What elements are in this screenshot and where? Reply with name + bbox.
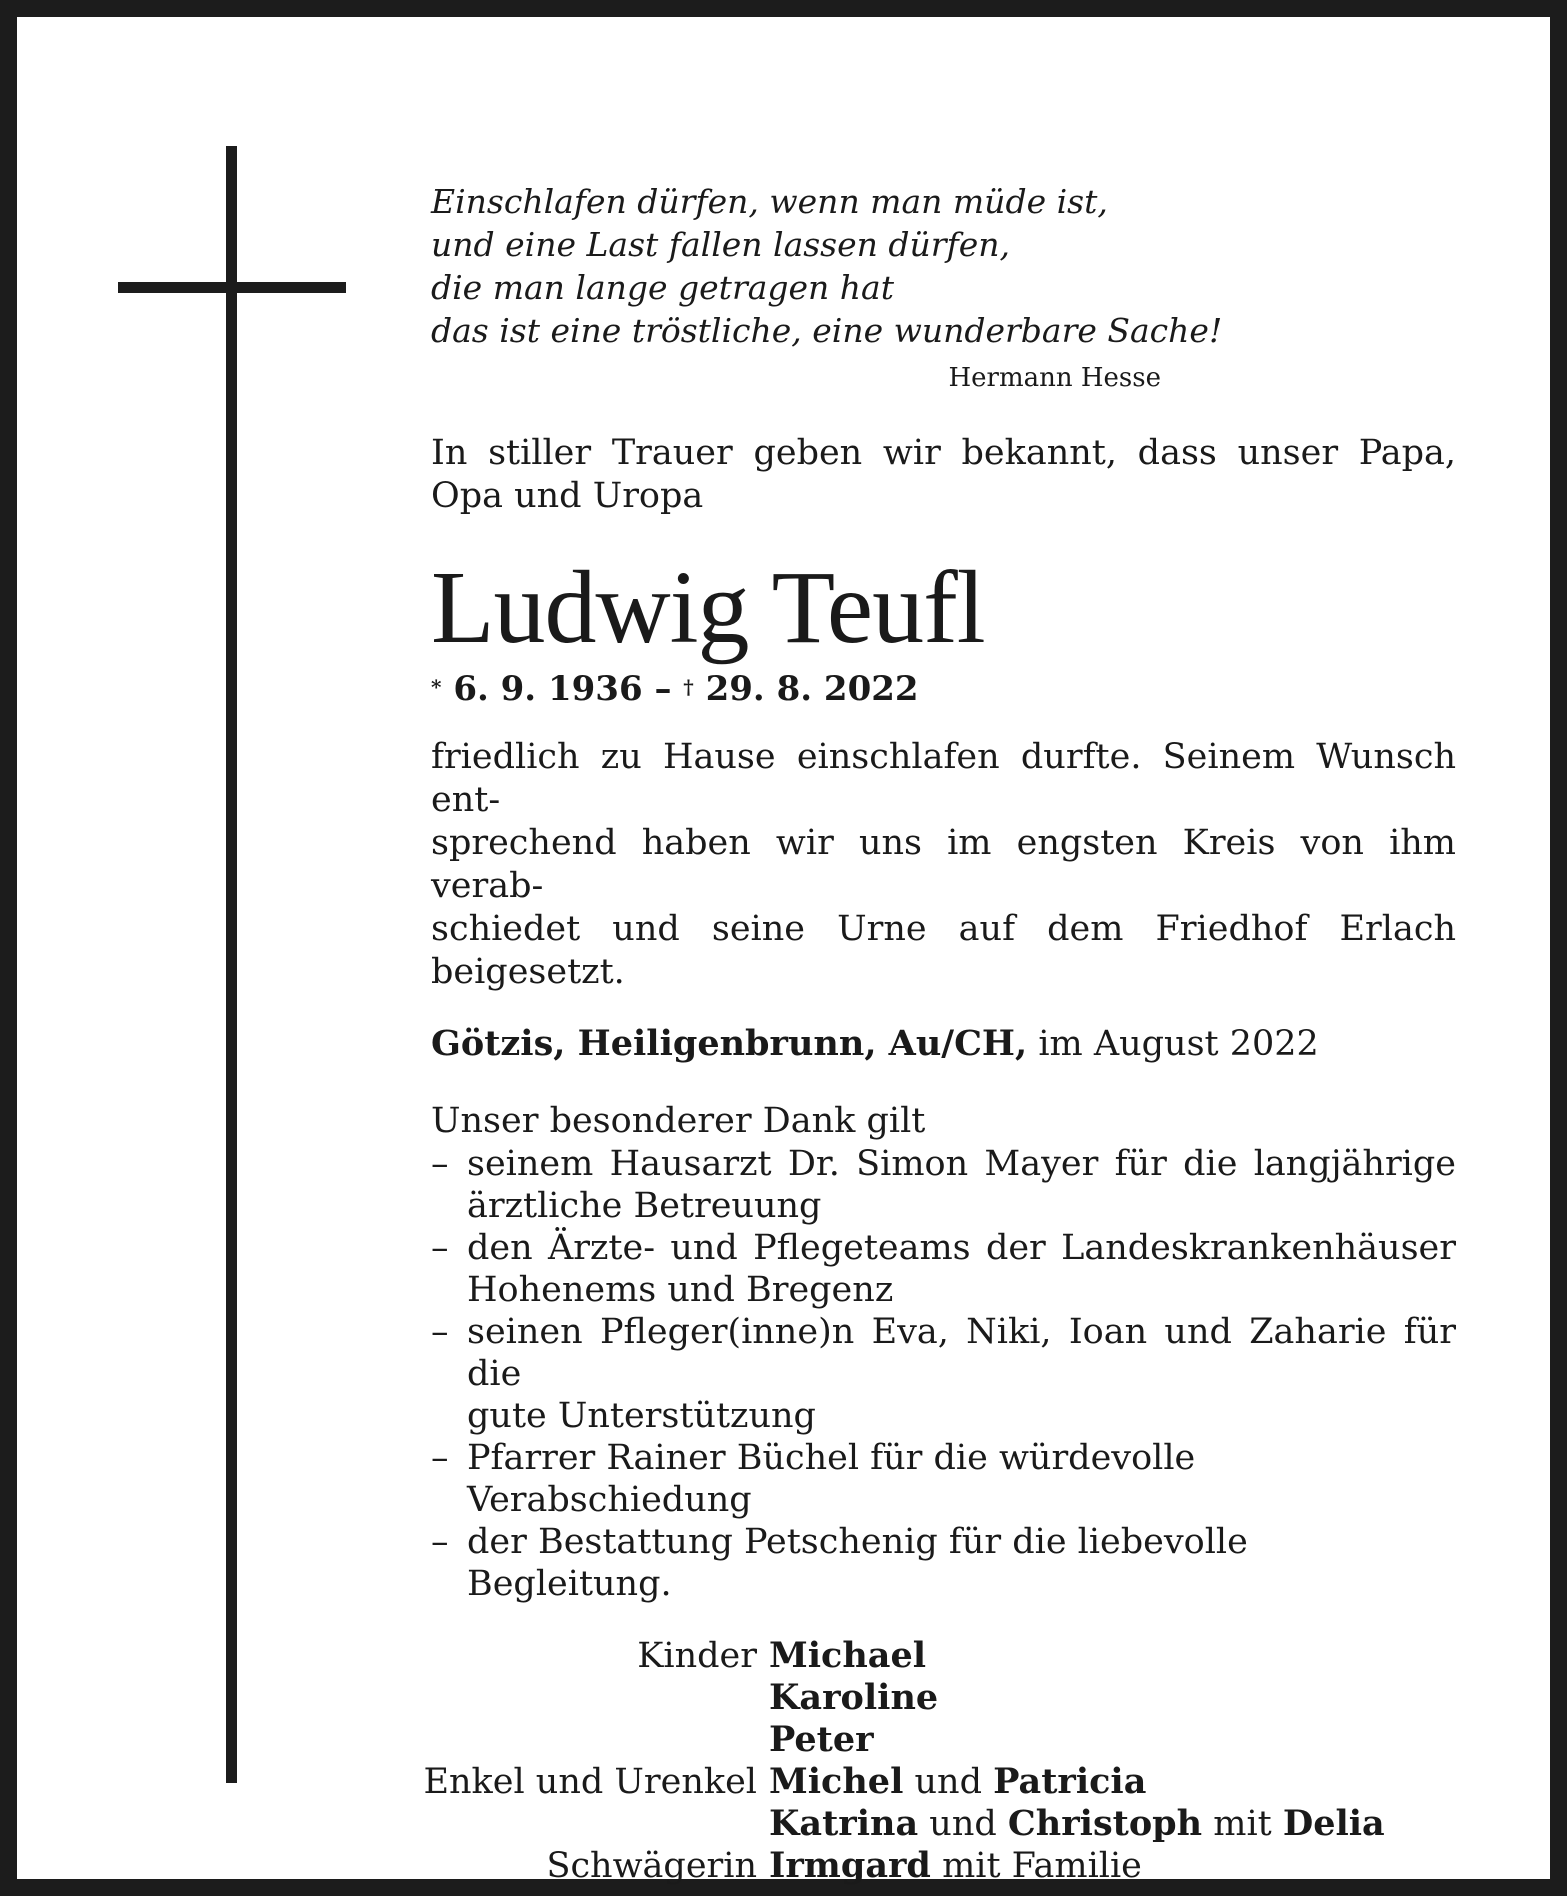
signature-row (431, 1677, 1456, 1719)
conjunction: und (914, 1762, 983, 1802)
body-line: schiedet und seine Urne auf dem Friedhof Erlach beigesetzt. (431, 909, 1456, 992)
thanks-text: seinen Pfleger(inne)n Eva, Niki, Ioan und Zaharie für die (467, 1312, 1456, 1394)
mourner-name: Karoline (769, 1677, 939, 1718)
conjunction: und (929, 1804, 997, 1844)
thanks-text: den Ärzte- und Pflegeteams der Landeskrankenhäuser (467, 1228, 1456, 1268)
date-dash: – (654, 669, 672, 709)
mourner-name: Peter (769, 1719, 874, 1760)
thanks-intro: Unser besonderer Dank gilt (431, 1101, 926, 1141)
place-and-date (431, 1022, 1456, 1066)
dash-bullet: – (431, 1438, 449, 1478)
mourner-name: Irmgard (769, 1845, 931, 1886)
relation-label: Kinder (637, 1636, 757, 1676)
poem-line: das ist eine tröstliche, eine wunderbare Sache! (431, 311, 1223, 350)
mourner-name: Christoph (1007, 1803, 1203, 1844)
mourner-name: Michel (769, 1761, 904, 1802)
signature-row (431, 1803, 1456, 1845)
birth-symbol: * (431, 675, 442, 699)
cross-icon-horizontal-bar (118, 282, 346, 293)
body-line: sprechend haben wir uns im engsten Kreis von ihm verab- (431, 823, 1456, 906)
obituary-content (423, 180, 1456, 1887)
dash-bullet: – (431, 1522, 449, 1562)
signature-row (423, 1761, 1456, 1803)
place-locations: Götzis, Heiligenbrunn, Au/CH, (431, 1023, 1028, 1064)
death-symbol: † (683, 675, 694, 699)
thanks-text: Pfarrer Rainer Büchel für die würdevolle Verabschiedung (467, 1438, 1196, 1520)
poem-author: Hermann Hesse (948, 363, 1161, 393)
place-date: im August 2022 (1038, 1024, 1319, 1064)
list-item (431, 1521, 1456, 1605)
deceased-name: Ludwig Teufl (431, 550, 985, 665)
thanks-list (431, 1143, 1456, 1605)
death-date: 29. 8. 2022 (705, 669, 919, 709)
birth-date: 6. 9. 1936 (453, 669, 643, 709)
mourner-name: Delia (1282, 1803, 1385, 1844)
thanks-text: Hohenems und Bregenz (467, 1270, 894, 1310)
dash-bullet: – (431, 1312, 449, 1352)
cross-icon-vertical-bar (226, 146, 237, 1783)
poem-quote (431, 180, 1456, 352)
dash-bullet: – (431, 1144, 449, 1184)
signature-row (431, 1719, 1456, 1761)
conjunction: mit (1213, 1804, 1272, 1844)
signature-row (431, 1635, 1456, 1677)
name-suffix: mit Familie (942, 1846, 1142, 1886)
life-dates (431, 668, 1456, 710)
list-item (431, 1437, 1456, 1521)
thanks-text: seinem Hausarzt Dr. Simon Mayer für die langjährige (467, 1144, 1456, 1184)
signature-row (431, 1845, 1456, 1887)
mourners-signatures (423, 1635, 1456, 1887)
poem-line: Einschlafen dürfen, wenn man müde ist, (431, 182, 1108, 221)
list-item (431, 1227, 1456, 1311)
list-item (431, 1311, 1456, 1437)
thanks-text: ärztliche Betreuung (467, 1186, 822, 1226)
announcement-body (431, 736, 1456, 994)
relation-label: Enkel und Urenkel (423, 1762, 757, 1802)
thanks-text: gute Unterstützung (467, 1396, 816, 1436)
list-item (431, 1143, 1456, 1227)
dash-bullet: – (431, 1228, 449, 1268)
mourner-name: Patricia (993, 1761, 1147, 1802)
poem-line: und eine Last fallen lassen dürfen, (431, 225, 1011, 264)
relation-label: Schwägerin (546, 1846, 757, 1886)
mourner-name: Katrina (769, 1803, 919, 1844)
mourner-name: Michael (769, 1635, 927, 1676)
thanks-text: der Bestattung Petschenig für die liebevolle Begleitung. (467, 1522, 1248, 1604)
poem-line: die man lange getragen hat (431, 268, 894, 307)
announcement-intro: In stiller Trauer geben wir bekannt, dass unser Papa, Opa und Uropa (431, 433, 1456, 516)
body-line: friedlich zu Hause einschlafen durfte. Seinem Wunsch ent- (431, 737, 1456, 820)
